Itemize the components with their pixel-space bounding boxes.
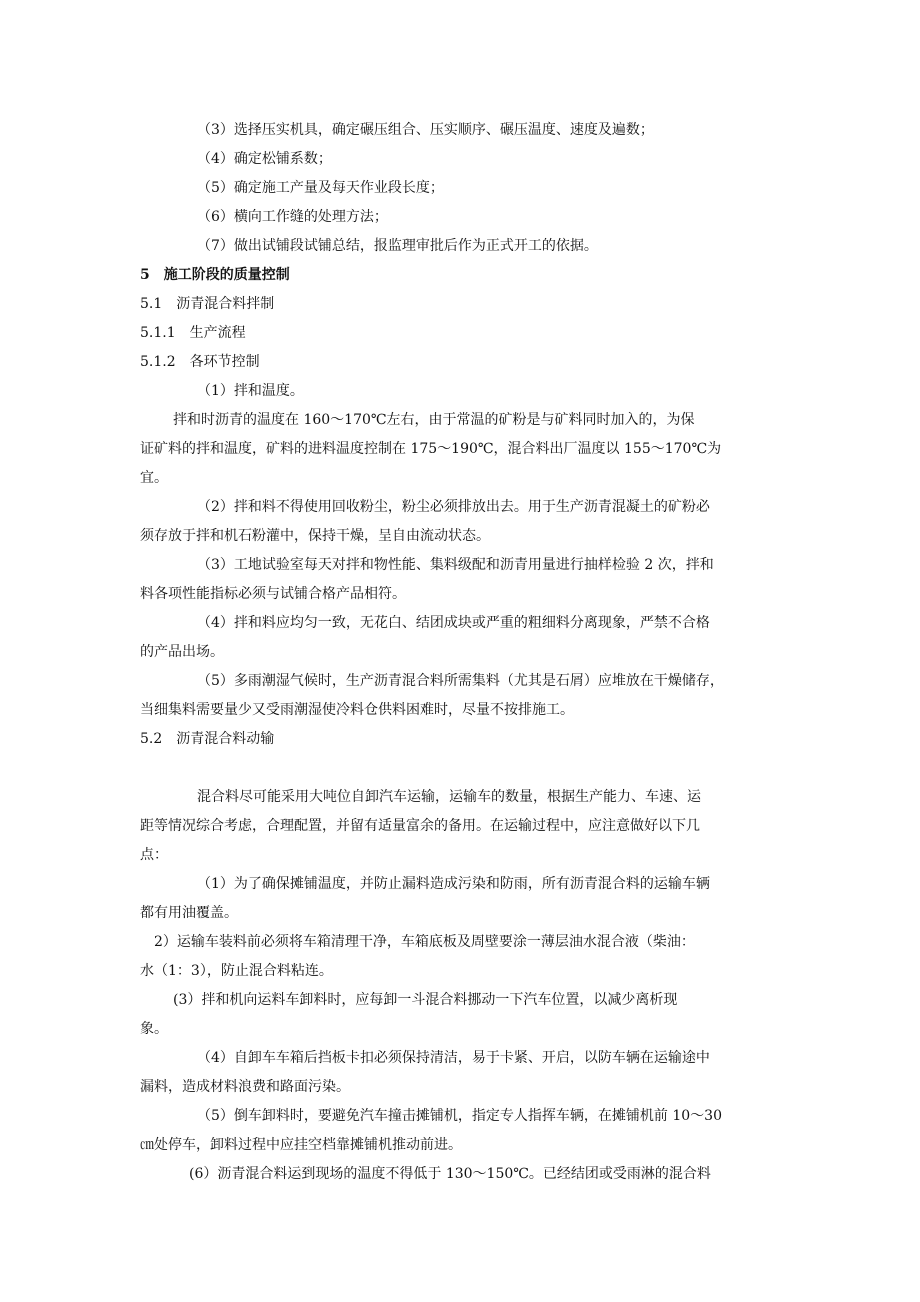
section-heading-5: 5 施工阶段的质量控制 [140, 267, 290, 283]
paragraph-line: 水（1：3），防止混合料粘连。 [140, 963, 333, 979]
list-item-6: （6）横向工作缝的处理方法； [197, 209, 388, 225]
list-item-5: （5）确定施工产量及每天作业段长度； [197, 180, 444, 196]
paragraph-line: 宜。 [140, 470, 168, 486]
paragraph-line: (3）拌和机向运料车卸料时，应每卸一斗混合料挪动一下汽车位置，以减少离析现 [173, 992, 678, 1008]
paragraph-line: （1）拌和温度。 [197, 383, 304, 399]
subsection-heading-5-1-1: 5.1.1 生产流程 [140, 325, 246, 341]
paragraph-line: (6）沥青混合料运到现场的温度不得低于 130～150℃。已经结团或受雨淋的混合料 [189, 1166, 711, 1182]
paragraph-line: 料各项性能指标必须与试铺合格产品相符。 [140, 586, 406, 602]
paragraph-line: 须存放于拌和机石粉灌中，保持干燥，呈自由流动状态。 [140, 528, 490, 544]
paragraph-line: ㎝处停车，卸料过程中应挂空档靠摊铺机推动前进。 [140, 1137, 462, 1153]
paragraph-line: 的产品出场。 [140, 644, 224, 660]
paragraph-line: （5）倒车卸料时，要避免汽车撞击摊铺机，指定专人指挥车辆，在摊铺机前 10～30 [197, 1108, 722, 1124]
paragraph-line: （3）工地试验室每天对拌和物性能、集料级配和沥青用量进行抽样检验 2 次，拌和 [197, 557, 714, 573]
paragraph-line: 拌和时沥青的温度在 160～170℃左右，由于常温的矿粉是与矿料同时加入的，为保 [173, 412, 695, 428]
paragraph-line: 漏料，造成材料浪费和路面污染。 [140, 1079, 350, 1095]
subsection-heading-5-2: 5.2 沥青混合料动输 [140, 731, 275, 747]
list-item-3: （3）选择压实机具，确定碾压组合、压实顺序、碾压温度、速度及遍数； [197, 122, 654, 138]
subsection-heading-5-1: 5.1 沥青混合料拌制 [140, 296, 275, 312]
paragraph-line: 距等情况综合考虑，合理配置，并留有适量富余的备用。在运输过程中，应注意做好以下几 [140, 818, 700, 834]
paragraph-line: 证矿料的拌和温度，矿料的进料温度控制在 175～190℃，混合料出厂温度以 155～170℃为 [140, 441, 722, 457]
paragraph-line: 点： [140, 847, 168, 863]
paragraph-line: 2）运输车装料前必须将车箱清理干净，车箱底板及周壁要涂一薄层油水混合液（柴油： [154, 934, 695, 950]
paragraph-line: （2）拌和料不得使用回收粉尘，粉尘必须排放出去。用于生产沥青混凝土的矿粉必 [197, 499, 710, 515]
paragraph-line: （4）自卸车车箱后挡板卡扣必须保持清洁，易于卡紧、开启，以防车辆在运输途中 [197, 1050, 710, 1066]
paragraph-line: （5）多雨潮湿气候时，生产沥青混合料所需集料（尤其是石屑）应堆放在干燥储存， [197, 673, 724, 689]
subsection-heading-5-1-2: 5.1.2 各环节控制 [140, 354, 260, 370]
list-item-7: （7）做出试铺段试铺总结，报监理审批后作为正式开工的依据。 [197, 238, 598, 254]
paragraph-line: 象。 [140, 1021, 168, 1037]
paragraph-line: （1）为了确保摊铺温度，并防止漏料造成污染和防雨，所有沥青混合料的运输车辆 [197, 876, 710, 892]
paragraph-line: （4）拌和料应均匀一致，无花白、结团成块或严重的粗细料分离现象，严禁不合格 [197, 615, 710, 631]
paragraph-line: 混合料尽可能采用大吨位自卸汽车运输，运输车的数量，根据生产能力、车速、运 [197, 789, 701, 805]
paragraph-line: 当细集料需要量少又受雨潮湿使冷料仓供料困难时，尽量不按排施工。 [140, 702, 574, 718]
list-item-4: （4）确定松铺系数； [197, 151, 332, 167]
paragraph-line: 都有用油覆盖。 [140, 905, 238, 921]
